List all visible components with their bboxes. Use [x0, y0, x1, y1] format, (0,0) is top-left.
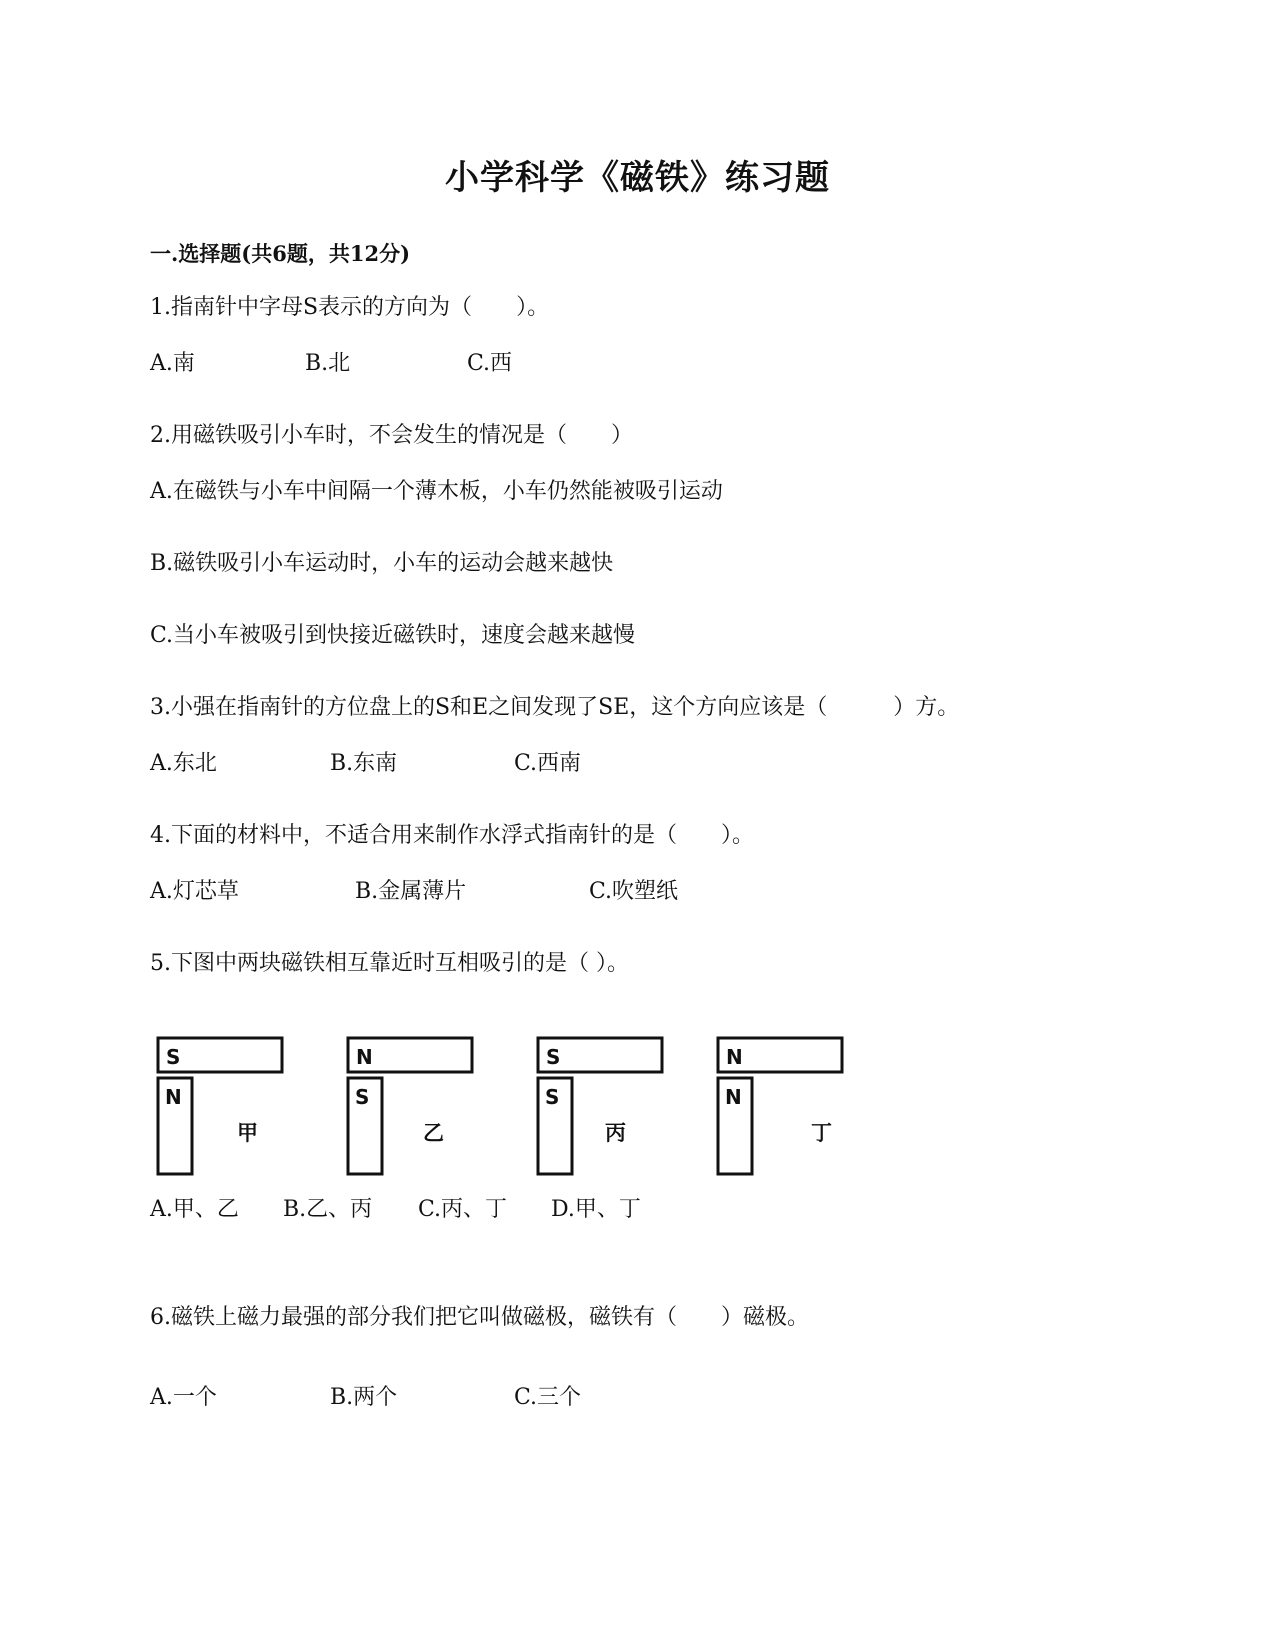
- question-3-option-b[interactable]: B.东南: [330, 751, 398, 776]
- question-3-stem: 3.小强在指南针的方位盘上的S和E之间发现了SE，这个方向应该是（ ）方。: [150, 695, 960, 720]
- question-6-option-b[interactable]: B.两个: [330, 1385, 398, 1410]
- question-5-stem: 5.下图中两块磁铁相互靠近时互相吸引的是（ ）。: [150, 951, 629, 976]
- question-4-option-a[interactable]: A.灯芯草: [150, 879, 239, 904]
- question-1-stem: 1.指南针中字母S表示的方向为（ ）。: [150, 295, 550, 320]
- magnet-figure: [155, 1036, 875, 1186]
- question-1-option-b[interactable]: B.北: [305, 351, 351, 376]
- question-2-option-c[interactable]: C.当小车被吸引到快接近磁铁时，速度会越来越慢: [150, 623, 636, 648]
- vertical-magnet-pole: N: [165, 1085, 182, 1109]
- question-1-option-c[interactable]: C.西: [467, 351, 513, 376]
- magnet-pair-label: 乙: [423, 1121, 444, 1145]
- question-3-option-a[interactable]: A.东北: [150, 751, 217, 776]
- question-5-option-a[interactable]: A.甲、乙: [150, 1197, 239, 1222]
- horizontal-magnet-pole: N: [356, 1045, 373, 1069]
- question-2-option-a[interactable]: A.在磁铁与小车中间隔一个薄木板，小车仍然能被吸引运动: [150, 479, 723, 504]
- horizontal-magnet-pole: S: [166, 1045, 181, 1069]
- question-4-stem: 4.下面的材料中，不适合用来制作水浮式指南针的是（ ）。: [150, 823, 754, 848]
- question-6-stem: 6.磁铁上磁力最强的部分我们把它叫做磁极，磁铁有（ ）磁极。: [150, 1305, 809, 1330]
- horizontal-magnet-pole: S: [546, 1045, 561, 1069]
- magnet-pair-3: [538, 1038, 662, 1174]
- page-title: 小学科学《磁铁》练习题: [445, 158, 830, 198]
- magnet-pair-2: [348, 1038, 472, 1174]
- vertical-magnet-pole: S: [545, 1085, 560, 1109]
- section-heading: 一.选择题(共6题，共12分): [150, 241, 411, 266]
- horizontal-magnet-pole: N: [726, 1045, 743, 1069]
- question-3-option-c[interactable]: C.西南: [514, 751, 582, 776]
- vertical-magnet-pole: S: [355, 1085, 370, 1109]
- magnet-pair-label: 丙: [605, 1121, 626, 1145]
- question-6-option-a[interactable]: A.一个: [150, 1385, 217, 1410]
- question-1-option-a[interactable]: A.南: [150, 351, 195, 376]
- magnet-pair-4: [718, 1038, 842, 1174]
- vertical-magnet-pole: N: [725, 1085, 742, 1109]
- question-4-option-b[interactable]: B.金属薄片: [355, 879, 467, 904]
- magnet-pair-1: [158, 1038, 282, 1174]
- question-2-option-b[interactable]: B.磁铁吸引小车运动时，小车的运动会越来越快: [150, 551, 614, 576]
- question-5-option-c[interactable]: C.丙、丁: [418, 1197, 508, 1222]
- question-6-option-c[interactable]: C.三个: [514, 1385, 582, 1410]
- magnet-pair-label: 丁: [811, 1121, 832, 1145]
- magnet-pair-label: 甲: [237, 1121, 258, 1145]
- question-5-option-b[interactable]: B.乙、丙: [283, 1197, 373, 1222]
- question-5-option-d[interactable]: D.甲、丁: [551, 1197, 641, 1222]
- question-4-option-c[interactable]: C.吹塑纸: [589, 879, 679, 904]
- magnet-figure-svg: [155, 1036, 875, 1186]
- question-2-stem: 2.用磁铁吸引小车时，不会发生的情况是（ ）: [150, 423, 633, 448]
